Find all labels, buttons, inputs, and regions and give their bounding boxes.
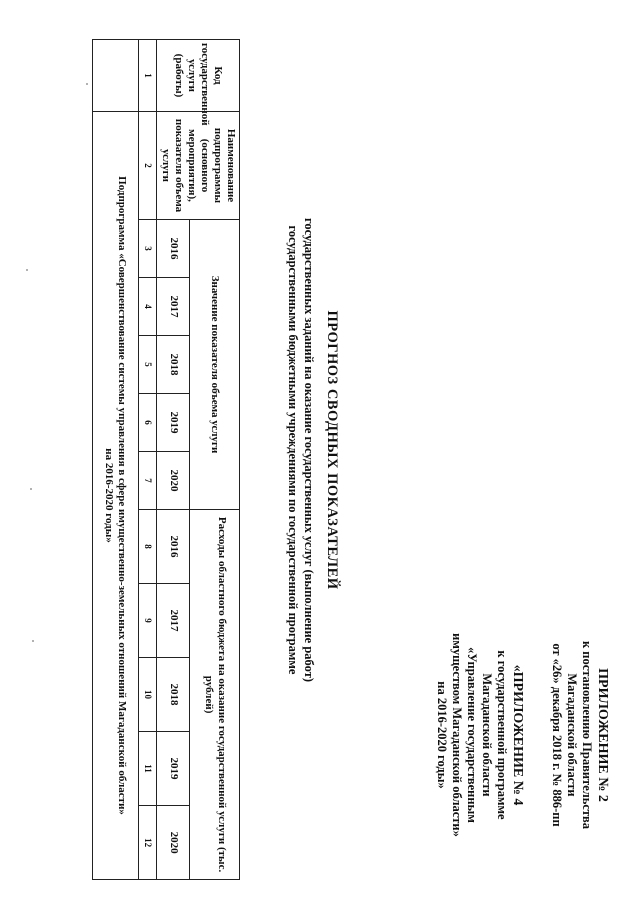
decree-date-line: от «26» декабря 2018 г. № 886-пп [550,643,564,827]
column-number: 8 [139,510,157,584]
program-line: Магаданской области [480,673,494,797]
year-cell: 2018 [157,658,190,732]
year-cell: 2016 [157,510,190,584]
program-line: на 2016-2020 годы» [435,681,449,789]
decree-line: к постановлению Правительства [580,640,594,830]
indicators-table [92,39,240,880]
scan-dot [30,488,32,490]
header-expense-group: Расходы областного бюджета на оказание государственной услуги (тыс. рублей) [190,510,240,880]
scan-dot [32,640,34,642]
document-title: ПРОГНОЗ СВОДНЫХ ПОКАЗАТЕЛЕЙ [324,310,340,590]
subprogram-title-cell [93,112,139,880]
year-cell: 2017 [157,278,190,336]
year-cell: 2019 [157,732,190,806]
column-number: 2 [139,112,157,220]
table-header-row [190,40,240,880]
column-number: 12 [139,806,157,880]
appendix-4-title: «ПРИЛОЖЕНИЕ № 4 [510,664,525,806]
header-name: Наименование подпрограммы (основного мероприятия), показателя объема услуги [157,112,240,220]
program-line: имуществом Магаданской области» [450,633,464,837]
program-line: «Управление государственным [465,647,479,823]
subprogram-title-line: Подпрограмма «Совершенствование системы управления в сфере имущественно-земельных отношений Магаданской области» [116,176,129,815]
year-cell: 2019 [157,394,190,452]
column-number: 1 [139,40,157,112]
scan-dot [26,269,28,271]
year-cell: 2020 [157,452,190,510]
decree-line: Магаданской области [565,673,579,797]
header-code: Код государственной услуги (работы) [157,40,240,112]
column-number: 3 [139,220,157,278]
year-cell: 2020 [157,806,190,880]
column-number: 6 [139,394,157,452]
column-number: 10 [139,658,157,732]
appendix-title: ПРИЛОЖЕНИЕ № 2 [595,668,610,802]
column-number: 7 [139,452,157,510]
program-line: к государственной программе [495,650,509,820]
scan-dot [86,83,88,85]
subprogram-row [93,40,139,880]
column-number: 9 [139,584,157,658]
document-subtitle-line: государственными бюджетными учреждениями по государственной программе [286,225,300,675]
column-number: 5 [139,336,157,394]
year-cell: 2018 [157,336,190,394]
year-cell: 2017 [157,584,190,658]
subprogram-title-line: на 2016-2020 годы» [103,448,116,543]
document-title-block [285,150,340,750]
appendix-header [434,575,610,895]
column-number: 11 [139,732,157,806]
column-number: 4 [139,278,157,336]
document-subtitle-line: государственных заданий на оказание государственных услуг (выполнение работ) [302,218,316,682]
table-column-number-row [139,40,157,880]
header-value-group: Значение показателя объема услуги [190,220,240,510]
year-cell: 2016 [157,220,190,278]
subprogram-code-cell [93,40,139,112]
